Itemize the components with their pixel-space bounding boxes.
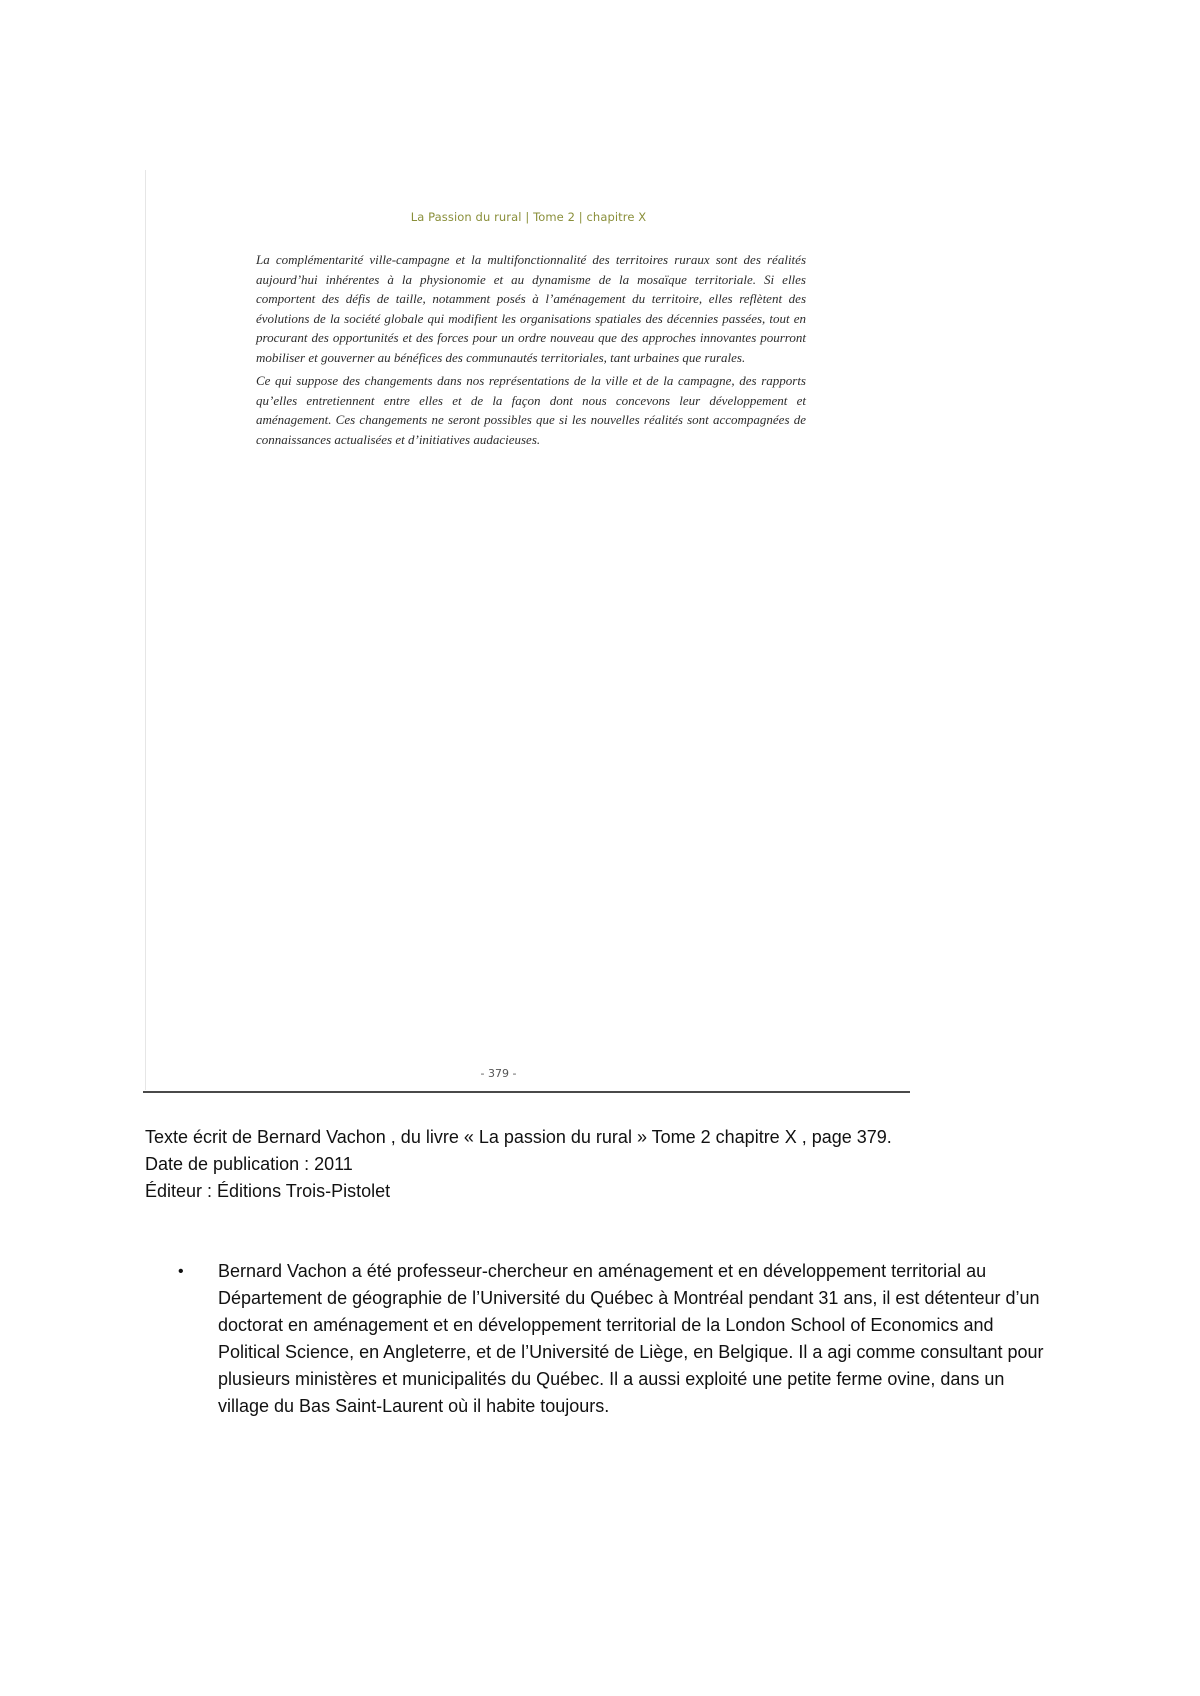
citation-date: Date de publication : 2011 <box>145 1154 353 1174</box>
citation-publisher: Éditeur : Éditions Trois-Pistolet <box>145 1181 391 1201</box>
citation-source: Texte écrit de Bernard Vachon , du livre « La passion du rural » Tome 2 chapitre X , page 379. <box>145 1127 892 1147</box>
scanned-book-page <box>145 170 911 1090</box>
bullet-icon: • <box>178 1263 184 1280</box>
excerpt-paragraph-1: La complémentarité ville-campagne et la multifonctionnalité des territoires ruraux sont des réalités aujourd’hui inhérentes à la physionomie et au dynamisme de la mosaïque territoriale. Si elles comportent des défis de taille, notamment posés à l’aménagement du territoire, elles reflètent des évolutions de la société globale qui modifient les organisations spatiales des décennies passées, tout en procurant des opportunités et des forces pour un ordre nouveau que des approches innovantes pourront mobiliser et gouverner au bénéfices des communautés territoriales, tant urbaines que rurales. <box>256 252 806 365</box>
citation-block <box>145 1124 1045 1205</box>
page-number: - 379 - <box>480 1067 517 1080</box>
running-header: La Passion du rural | Tome 2 | chapitre X <box>410 210 647 224</box>
horizontal-divider <box>143 1091 910 1093</box>
author-bio-text: Bernard Vachon a été professeur-chercheur en aménagement et en développement territorial au Département de géographie de l’Université du Québec à Montréal pendant 31 ans, il est détenteur d’un doctorat en aménagement et en développement territorial de la London School of Economics and Political Science, en Angleterre, et de l’Université de Liège, en Belgique. Il a agi comme consultant pour plusieurs ministères et municipalités du Québec. Il a aussi exploité une petite ferme ovine, dans un village du Bas Saint-Laurent où il habite toujours. <box>218 1261 1044 1416</box>
book-excerpt <box>256 250 806 453</box>
excerpt-paragraph-2: Ce qui suppose des changements dans nos représentations de la ville et de la campagne, des rapports qu’elles entretiennent entre elles et de la façon dont nous concevons leur développement et aménagement. Ces changements ne seront possibles que si les nouvelles réalités sont accompagnées de connaissances actualisées et d’initiatives audacieuses. <box>256 373 806 447</box>
list-item <box>178 1258 1058 1420</box>
author-bio-list <box>178 1258 1058 1420</box>
